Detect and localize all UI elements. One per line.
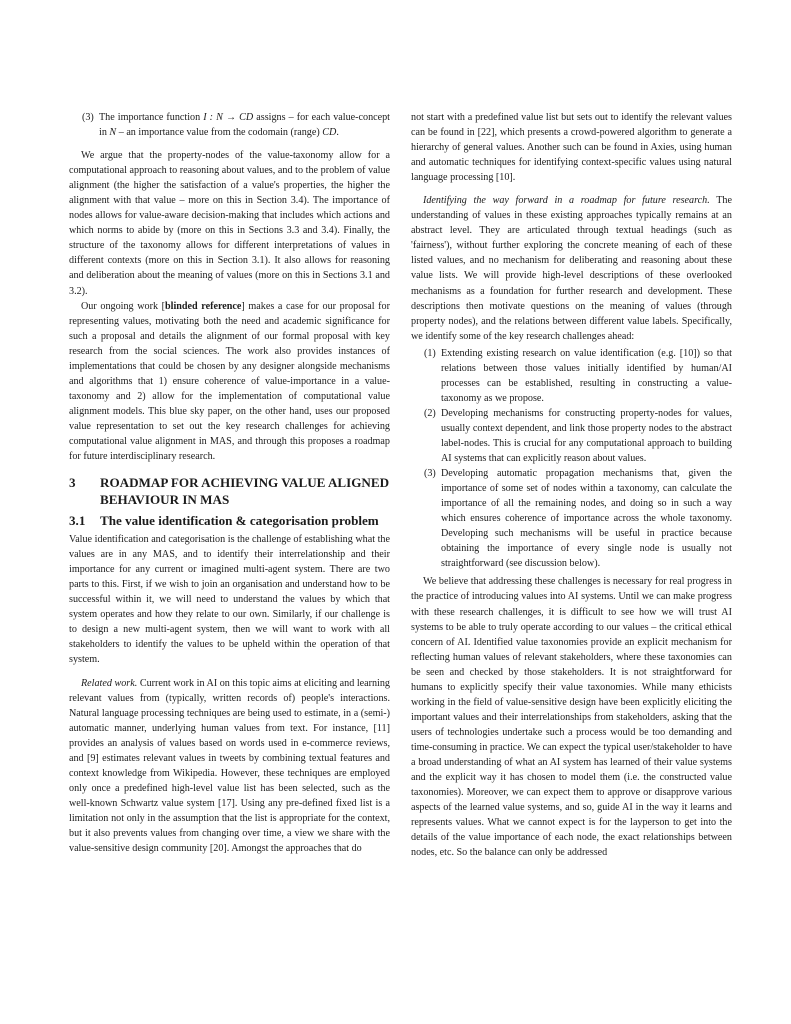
list-item — [411, 406, 732, 466]
list-item-number: (3) — [424, 468, 436, 480]
paragraph: We believe that addressing these challenges is necessary for real progress in the practice of introducing values into AI systems. Until we can make progress with these research challenges, it is difficult to see how we will trust AI systems to be able to truly operate according to our values – the critical ethical concern of AI. Identified value taxonomies provide an explicit mechanism for reflecting human values of relevant stakeholders, where these taxonomies can be seen and checked by those stakeholders. It is not straightforward for humans to explicitly specify their value taxonomies. While many ethicists working in the field of value-sensitive design have been explicitly eliciting the important values and their interrelationships from stakeholders, asking that the users of technologies undertake such a process would be too demanding and time-consuming in practice. We can expect the typical user/stakeholder to have a broad understanding of what an AI system has learned of their value systems and the explicit way it has chosen to model them (i.e. the constructed value taxonomies). Moreover, we can expect them to approve or disapprove various aspects of the learned value systems, and so, guide AI in the way it learns and represents values. What we cannot expect is for the layperson to get into the details of the value importance of each node, the exact relationships between nodes, etc. So the balance can only be addressed — [411, 576, 732, 859]
list-item-text: Developing automatic propagation mechanisms that, given the importance of some set of nodes within a taxonomy, can calculate the importance of all the remaining nodes, and doing so in such a way which ensures coherence of importance across the whole taxonomy. Developing such mechanisms will be useful in practice because obtaining the importance of every single node is usually not straightforward (see discussion below). — [441, 468, 732, 570]
paragraph: Value identification and categorisation is the challenge of establishing what the values are in any MAS, and to identify their interrelationship and their importance for any current or imagined multi-agent system. There are two parts to this. First, if we wish to join an organisation and understand how to be successful within it, we will need to understand the values by which that system operates and how they relate to our own. Similarly, if our challenge is to design a new multi-agent system, then we will want to work with all stakeholders to identify the values to be upheld within the operation of that system. — [69, 534, 390, 666]
paragraph-heading: Identifying the way forward in a roadmap for future research. — [423, 195, 710, 207]
paragraph: Related work. Current work in AI on this topic aims at eliciting and learning relevant values from (typically, written records of) people's interactions. Natural language processing techniques are being used to estimate, in a (semi-) automatic manner, underlying human values from text. For instance, [11] provides an analysis of values based on words used in e-commerce reviews, and [9] estimates relevant values in tweets by combining textual features and context knowledge from Wikipedia. However, these techniques are employed only once a predefined high-level value list has been selected, such as the well-known Schwartz value system [17]. Using any pre-defined fixed list is a limitation not only in the assumption that the list is appropriate for the context, but it also prevents values from changing over time, a view we share with the value-sensitive design community [20]. Amongst the approaches that do — [69, 677, 390, 855]
right-column — [411, 110, 732, 860]
list-item-3 — [69, 110, 390, 140]
list-item-number: (2) — [424, 407, 436, 419]
section-number: 3 — [69, 475, 76, 491]
paragraph-heading: Related work. — [81, 677, 138, 689]
section-heading — [69, 474, 390, 508]
list-item — [411, 346, 732, 406]
list-item-number: (1) — [424, 347, 436, 359]
math-symbol: N — [109, 127, 117, 139]
list-item-number: (3) — [82, 112, 94, 123]
list-item-text: Extending existing research on value identification (e.g. [10]) so that relations between those values initially identified by human/AI processes can be established, resulting in constructing a value-taxonomy as we propose. — [441, 347, 732, 404]
math-function: I : N → CD — [203, 112, 254, 123]
subsection-heading — [69, 512, 390, 529]
paragraph: Identifying the way forward in a roadmap for future research. The understanding of values in these existing approaches typically remains at an abstract level. They are articulated through textual headings (such as 'fairness'), without further exploring the concrete meaning of each of these listed values, and no mechanism for deliberating and reasoning about these value lists. We will provide high-level descriptions of these overlooked mechanisms as a foundation for further research and development. These descriptions then motivate questions on the meaning of values (through property nodes), and the relations between different value labels. Specifically, we identify some of the key research challenges ahead: — [411, 195, 732, 342]
paragraph: We argue that the property-nodes of the value-taxonomy allow for a computational approach to reasoning about values, and to the problem of value alignment (the higher the satisfaction of a value's properties, the higher the alignment with that value – more on this in Section 3.4). The importance of nodes allows for value-aware decision-making that includes which actions and which norms to abide by (more on this in Sections 3.3 and 3.4). Finally, the structure of the taxonomy allows for different interpretations of values in different contexts (more on this in Section 3.1). It also allows for reasoning and deliberation about the meaning of values (more on this in Sections 3.1 and 3.2). — [69, 150, 390, 297]
blinded-reference: blinded reference — [165, 300, 242, 312]
left-column — [69, 110, 390, 856]
paragraph: not start with a predefined value list but sets out to identify the relevant values can be found in [22], which presents a crowd-powered algorithm to generate a hierarchy of general values. Another such can be found in Axies, using human and automatic techniques for identifying context-specific values using natural language processing [10]. — [411, 112, 732, 184]
list-item-text: Developing mechanisms for constructing property-nodes for values, usually context dependent, and link those property nodes to the abstract label-nodes. This is crucial for any computational approach to building AI systems that can explicitly reason about values. — [441, 407, 732, 465]
challenge-list — [411, 346, 732, 572]
subsection-number: 3.1 — [69, 513, 86, 529]
section-title: ROADMAP FOR ACHIEVING VALUE ALIGNED BEHAVIOUR IN MAS — [100, 475, 390, 508]
list-item-text: The importance function I : N → CD assigns – for each value-concept in N – an importance value from the codomain (range) CD. — [99, 112, 390, 139]
paragraph: Our ongoing work [blinded reference] makes a case for our proposal for representing values, motivating both the need and academic significance for such a proposal and details the alignment of our formal proposal with key research from the social sciences. The work also provides instances of implementations that could be chosen by any designer alongside mechanisms and algorithms that 1) ensure coherence of value-importance in a value-taxonomy and 2) allow for the implementation of computational value alignment models. This blue sky paper, on the other hand, uses our proposed value representation to set out the key research challenges for achieving computational value alignment in MAS, and through this proposes a roadmap for future interdisciplinary research. — [69, 300, 390, 463]
math-symbol: CD — [322, 127, 337, 139]
subsection-title: The value identification & categorisation problem — [100, 513, 379, 529]
list-item — [411, 466, 732, 571]
